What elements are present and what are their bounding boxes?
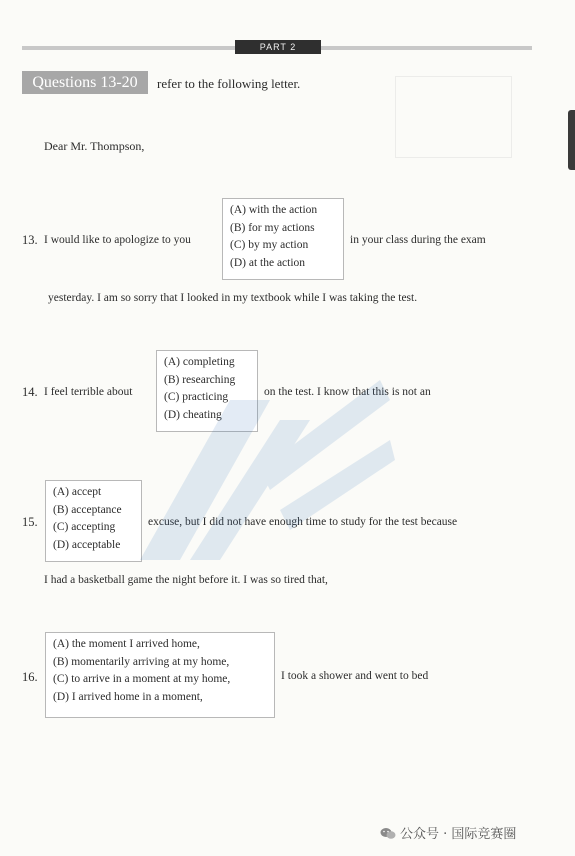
question-15-options (45, 480, 142, 562)
option-c[interactable]: (C) accepting (53, 521, 116, 533)
option-b[interactable]: (B) researching (164, 373, 236, 386)
question-13-number: 13. (22, 233, 38, 247)
question-14-text-before: I feel terrible about (44, 386, 133, 398)
option-b[interactable]: (B) acceptance (53, 503, 122, 516)
letter-greeting: Dear Mr. Thompson, (44, 139, 145, 153)
option-d[interactable]: (D) I arrived home in a moment, (53, 690, 203, 703)
option-b[interactable]: (B) for my actions (230, 221, 315, 234)
option-c[interactable]: (C) to arrive in a moment at my home, (53, 673, 231, 685)
option-d[interactable]: (D) cheating (164, 408, 222, 421)
wechat-icon (380, 827, 396, 840)
show-through-box (395, 76, 512, 158)
question-13-text-before: I would like to apologize to you (44, 234, 191, 246)
question-13-options (222, 198, 344, 280)
question-14-number: 14. (22, 385, 38, 399)
option-c[interactable]: (C) by my action (230, 239, 309, 251)
option-c[interactable]: (C) practicing (164, 391, 229, 403)
questions-intro: refer to the following letter. (157, 76, 301, 91)
question-15-continuation: I had a basketball game the night before it. I was so tired that, (44, 574, 328, 586)
option-a[interactable]: (A) completing (164, 356, 235, 368)
question-14-text-after: on the test. I know that this is not an (264, 386, 431, 398)
option-a[interactable]: (A) with the action (230, 204, 318, 216)
question-16-number: 16. (22, 670, 38, 684)
option-d[interactable]: (D) at the action (230, 256, 306, 269)
questions-badge: Questions 13-20 (22, 71, 148, 94)
question-14-options (156, 350, 258, 432)
option-a[interactable]: (A) accept (53, 486, 102, 498)
question-15-number: 15. (22, 515, 38, 529)
question-16-options (45, 632, 275, 718)
footer-credit (380, 823, 516, 842)
option-a[interactable]: (A) the moment I arrived home, (53, 638, 200, 650)
option-b[interactable]: (B) momentarily arriving at my home, (53, 655, 230, 668)
question-15-text-after: excuse, but I did not have enough time to study for the test because (148, 516, 458, 528)
question-13-continuation: yesterday. I am so sorry that I looked in my textbook while I was taking the test. (48, 292, 418, 304)
part-label: PART 2 (235, 40, 321, 54)
option-d[interactable]: (D) acceptable (53, 538, 121, 551)
question-13-text-after: in your class during the exam (350, 234, 486, 246)
footer-text: 公众号 · 国际竞赛圈 (400, 827, 517, 842)
question-16-text-after: I took a shower and went to bed (281, 670, 429, 682)
page-edge-tab (568, 110, 575, 170)
